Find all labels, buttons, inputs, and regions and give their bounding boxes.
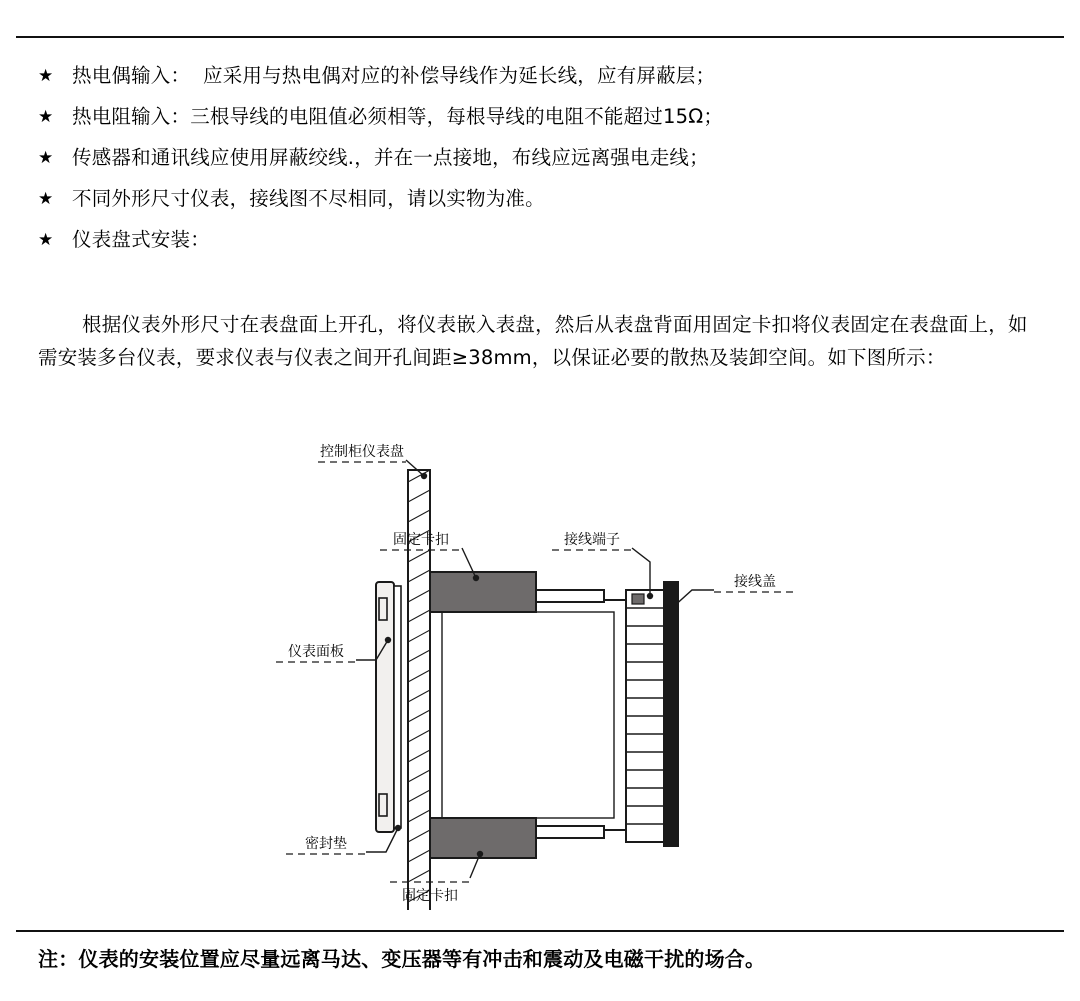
star-icon: ★ [38,189,54,209]
bullet-list [38,62,1048,267]
list-item [38,144,1048,172]
label-panel-cabinet: 控制柜仪表盘 [320,444,404,460]
list-item-text: 热电偶输入： 应采用与热电偶对应的补偿导线作为延长线，应有屏蔽层； [72,64,716,87]
list-item [38,185,1048,213]
star-icon: ★ [38,148,54,168]
gasket-plate [394,586,401,828]
label-fixing-clip-top: 固定卡扣 [393,532,449,548]
bottom-divider [16,930,1064,932]
top-divider [16,36,1064,38]
list-item [38,103,1048,131]
list-item-text: 仪表盘式安装： [72,228,210,251]
star-icon: ★ [38,107,54,127]
label-gasket: 密封垫 [305,836,347,852]
wiring-cover [664,582,678,846]
panel-mount-diagram [180,430,940,910]
fixing-clip-top-arm [536,590,604,602]
list-item [38,62,1048,90]
label-instrument-face: 仪表面板 [288,644,344,660]
fixing-clip-top [430,572,536,612]
label-terminal-block: 接线端子 [564,532,620,548]
list-item-text: 传感器和通讯线应使用屏蔽绞线.，并在一点接地，布线应远离强电走线； [72,146,709,169]
body-paragraph: 根据仪表外形尺寸在表盘面上开孔，将仪表嵌入表盘，然后从表盘背面用固定卡扣将仪表固定在表盘面上，如需安装多台仪表，要求仪表与仪表之间开孔间距≥38mm，以保证必要的散热及装卸空间。如下图所示： [38,313,1028,369]
label-wiring-cover: 接线盖 [734,574,776,590]
fixing-clip-bottom-arm [536,826,604,838]
label-fixing-clip-bottom: 固定卡扣 [402,888,458,904]
instrument-body-inner [442,612,614,818]
star-icon: ★ [38,66,54,86]
star-icon: ★ [38,230,54,250]
list-item-text: 不同外形尺寸仪表，接线图不尽相同，请以实物为准。 [72,187,545,210]
terminal-screw [632,594,644,604]
list-item [38,226,1048,254]
list-item-text: 热电阻输入：三根导线的电阻值必须相等，每根导线的电阻不能超过15Ω； [72,105,724,128]
fixing-clip-bottom [430,818,536,858]
note-text: 注：仪表的安装位置应尽量远离马达、变压器等有冲击和震动及电磁干扰的场合。 [38,947,766,971]
